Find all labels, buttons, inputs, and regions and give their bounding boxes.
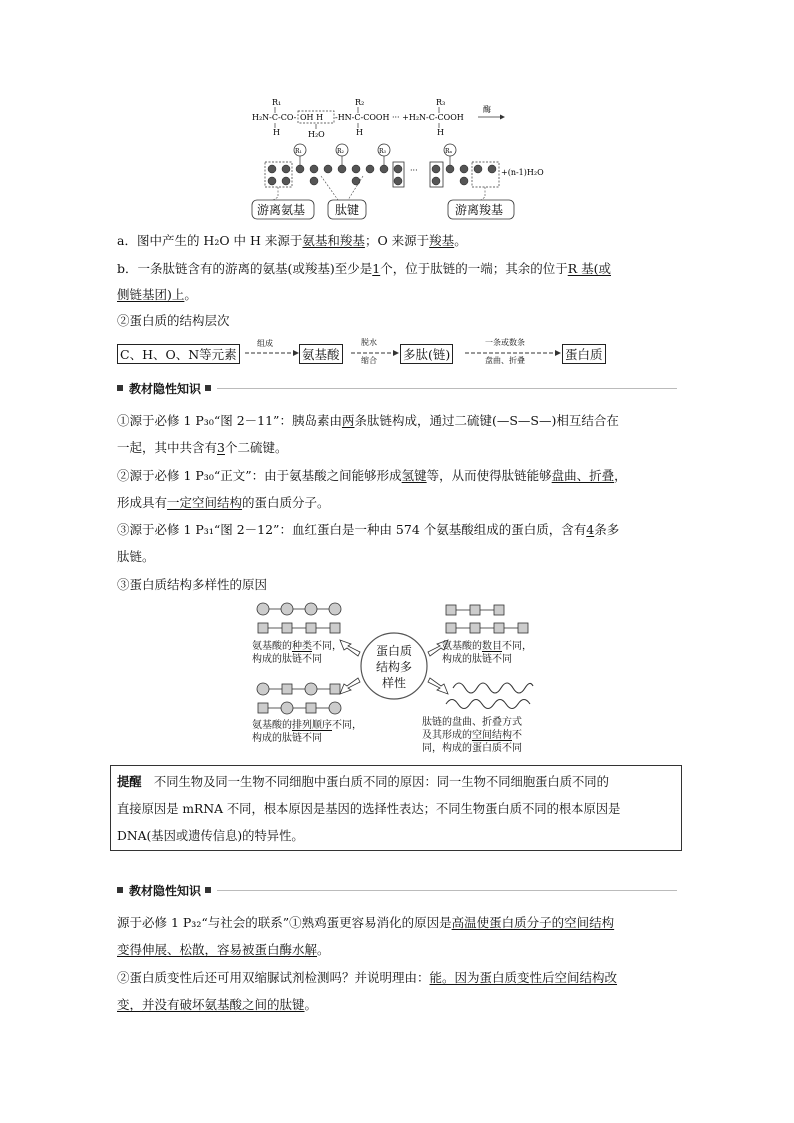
level-polypeptide: 多肽(链) <box>400 344 453 364</box>
hidden1-i1-text-1: ①源于必修 1 P₃₀“图 2－11”：胰岛素由 <box>117 413 342 428</box>
formula-mid: -HN-C-COOH ··· +H₂N-C-COOH <box>335 113 464 122</box>
para-b-answer-3: 侧链基团)上 <box>117 287 185 302</box>
center-line-3: 样性 <box>381 676 406 690</box>
para-b-answer-1: 1 <box>372 261 381 276</box>
h-text-3: H <box>437 128 444 137</box>
hidden1-item1-line1 <box>117 408 619 434</box>
hidden-knowledge-2-title: 教材隐性知识 <box>129 883 202 898</box>
label-free-amino: 游离氨基 <box>257 203 306 217</box>
h2o-text: H₂O <box>308 130 325 139</box>
level-protein: 蛋白质 <box>562 344 606 364</box>
structure-levels-flow <box>117 340 617 366</box>
header-square-icon <box>117 385 123 391</box>
r2-text: R₂ <box>355 98 365 107</box>
tip-box <box>110 765 682 851</box>
enzyme-text: 酶 <box>483 105 491 114</box>
hidden1-i1-text-4: 个二硫键。 <box>224 440 288 455</box>
header-square-icon <box>205 385 211 391</box>
para-a <box>117 228 467 254</box>
para-b-text-1: b．一条肽链含有的游离的氨基(或羧基)至少是 <box>117 261 373 276</box>
formula-oh-h: OH H <box>300 113 324 122</box>
hidden2-i1-answer-2: 变得伸展、松散，容易被蛋白酶水解 <box>117 942 318 957</box>
br-text-1: 肽链的盘曲、折叠方式 <box>422 717 522 728</box>
center-line-1: 蛋白质 <box>375 644 412 658</box>
tr-text-3: 构成的肽链不同 <box>442 654 512 665</box>
para-a-text-1: a．图中产生的 H₂O 中 H 来源于 <box>117 233 303 248</box>
hidden2-i2-answer-1: 能。因为蛋白质变性后空间结构改 <box>429 970 618 985</box>
hidden1-i3-text-2: 条多 <box>594 522 620 537</box>
hidden1-i2-text-2: 等，从而使得肽链能够 <box>426 468 552 483</box>
para-a-answer-1: 氨基和羧基 <box>302 233 365 248</box>
hidden2-i1-text-1: 源于必修 1 P₃₂“与社会的联系”①熟鸡蛋更容易消化的原因是 <box>117 915 452 930</box>
hidden2-item1-line1 <box>117 910 614 936</box>
para-b-line1 <box>117 256 611 282</box>
r-groups <box>294 144 456 156</box>
hidden1-i2-answer-2: 盘曲、折叠 <box>551 468 615 483</box>
hidden1-i1-answer-2: 3 <box>217 440 225 455</box>
hidden1-i2-text-3: ， <box>614 468 627 483</box>
arrow-3-bottom: 盘曲、折叠 <box>485 356 525 365</box>
hidden-knowledge-1-title: 教材隐性知识 <box>129 381 202 396</box>
para-b-answer-2: R 基(或 <box>567 261 611 276</box>
arrow-1-label: 组成 <box>257 339 273 348</box>
diversity-label-number <box>442 640 532 666</box>
para-b-text-2: 个，位于肽链的一端；其余的位于 <box>380 261 568 276</box>
arrow-2-top: 脱水 <box>361 338 377 347</box>
para-b-text-3: 。 <box>184 287 197 302</box>
tl-answer: 种类 <box>292 641 312 652</box>
hidden1-i1-text-3: 一起，其中共含有 <box>117 440 218 455</box>
label-free-carboxyl: 游离羧基 <box>455 203 504 217</box>
para-a-answer-2: 羧基 <box>429 233 455 248</box>
hidden2-item1-line2 <box>117 937 330 963</box>
hidden1-item3-line1 <box>117 517 619 543</box>
bl-text-3: 构成的肽链不同 <box>252 733 322 744</box>
header-rule <box>217 388 677 389</box>
chain-r1: R₁ <box>295 148 302 155</box>
tr-text-2: 不同， <box>502 641 532 652</box>
level-amino-acid: 氨基酸 <box>299 344 343 364</box>
peptide-diagram-svg <box>250 96 550 221</box>
hidden2-i1-answer-1: 高温使蛋白质分子的空间结构 <box>451 915 615 930</box>
hidden1-i2-answer-1: 氢键 <box>401 468 427 483</box>
hidden1-i3-text-1: ③源于必修 1 P₃₁“图 2－12”：血红蛋白是一种由 574 个氨基酸组成的蛋白质，含有 <box>117 522 587 537</box>
tl-text-2: 不同， <box>312 641 342 652</box>
r3-text: R₃ <box>436 98 446 107</box>
hidden1-i2-answer-3: 一定空间结构 <box>167 495 243 510</box>
center-line-2: 结构多 <box>375 660 412 674</box>
bl-text-2: 不同， <box>332 720 362 731</box>
bl-answer: 排列顺序 <box>292 720 332 731</box>
peptide-diagram <box>250 96 550 221</box>
structure-levels-title: ②蛋白质的结构层次 <box>117 313 230 328</box>
h-text-1: H <box>273 128 280 137</box>
level-elements: C、H、O、N等元素 <box>117 344 240 364</box>
diversity-label-spatial <box>422 716 522 755</box>
hidden2-item2-line1 <box>117 965 617 991</box>
formula-left: H₂N-C-CO- <box>252 113 297 122</box>
header-square-icon <box>205 887 211 893</box>
bl-text-1: 氨基酸的 <box>252 720 292 731</box>
diversity-center <box>370 643 418 691</box>
chain-dots: ··· <box>410 166 418 175</box>
br-text-4: 同，构成的蛋白质不同 <box>422 743 522 754</box>
tl-text-3: 构成的肽链不同 <box>252 654 322 665</box>
para-a-text-2: ；O 来源于 <box>364 233 430 248</box>
hidden1-item1-line2 <box>117 435 287 461</box>
hidden1-item2-line1 <box>117 463 627 489</box>
chain-r3: R₃ <box>379 148 386 155</box>
tl-text-1: 氨基酸的 <box>252 641 292 652</box>
label-peptide-bond: 肽键 <box>335 203 360 217</box>
hidden-knowledge-1-header <box>117 378 677 398</box>
tip-line-2: 直接原因是 mRNA 不同，根本原因是基因的选择性表达；不同生物蛋白质不同的根本原因是 <box>117 802 621 816</box>
header-square-icon <box>117 887 123 893</box>
arrow-2-bottom: 缩合 <box>361 356 377 365</box>
diversity-label-types <box>252 640 342 666</box>
hidden1-i2-text-4: 形成具有 <box>117 495 168 510</box>
hidden2-i2-text-1: ②蛋白质变性后还可用双缩脲试剂检测吗？并说明理由： <box>117 970 430 985</box>
hidden1-item2-line2 <box>117 490 330 516</box>
hidden1-i2-text-1: ②源于必修 1 P₃₀“正文”：由于氨基酸之间能够形成 <box>117 468 402 483</box>
para-a-text-3: 。 <box>454 233 467 248</box>
hidden1-i1-answer-1: 两 <box>341 413 355 428</box>
h-text-2: H <box>356 128 363 137</box>
hidden2-i2-answer-2: 变，并没有破坏氨基酸之间的肽键 <box>117 997 305 1012</box>
diversity-title: ③蛋白质结构多样性的原因 <box>117 577 268 592</box>
hidden1-i2-text-5: 的蛋白质分子。 <box>242 495 330 510</box>
para-b-line2 <box>117 282 197 308</box>
tip-line-3: DNA(基因或遗传信息)的特异性。 <box>117 829 304 843</box>
hidden1-i3-answer-1: 4 <box>586 522 595 537</box>
tip-line-1: 不同生物及同一生物不同细胞中蛋白质不同的原因：同一生物不同细胞蛋白质不同的 <box>141 775 609 789</box>
r1-text: R₁ <box>272 98 282 107</box>
br-answer: 空间结构 <box>472 730 512 741</box>
diversity-label-order <box>252 719 362 745</box>
br-text-2: 及其形成的 <box>422 730 472 741</box>
tip-label: 提醒 <box>117 775 142 789</box>
hidden1-i1-text-2: 条肽链构成，通过二硫键(—S—S—)相互结合在 <box>354 413 619 428</box>
header-rule <box>217 890 677 891</box>
hidden-knowledge-2-header <box>117 880 677 900</box>
tr-answer: 数目 <box>482 641 502 652</box>
tr-text-1: 氨基酸的 <box>442 641 482 652</box>
chain-atoms <box>268 165 496 185</box>
water-out-text: +(n-1)H₂O <box>501 168 544 177</box>
chain-rn: Rₙ <box>445 148 453 155</box>
hidden2-i1-text-2: 。 <box>317 942 330 957</box>
br-text-3: 不 <box>512 730 522 741</box>
arrow-3-top: 一条或数条 <box>485 338 525 347</box>
hidden1-item3-line2: 肽链。 <box>117 549 155 564</box>
chain-r2: R₂ <box>337 148 344 155</box>
hidden2-i2-text-2: 。 <box>304 997 318 1012</box>
diversity-diagram <box>248 600 568 760</box>
hidden2-item2-line2 <box>117 992 317 1018</box>
